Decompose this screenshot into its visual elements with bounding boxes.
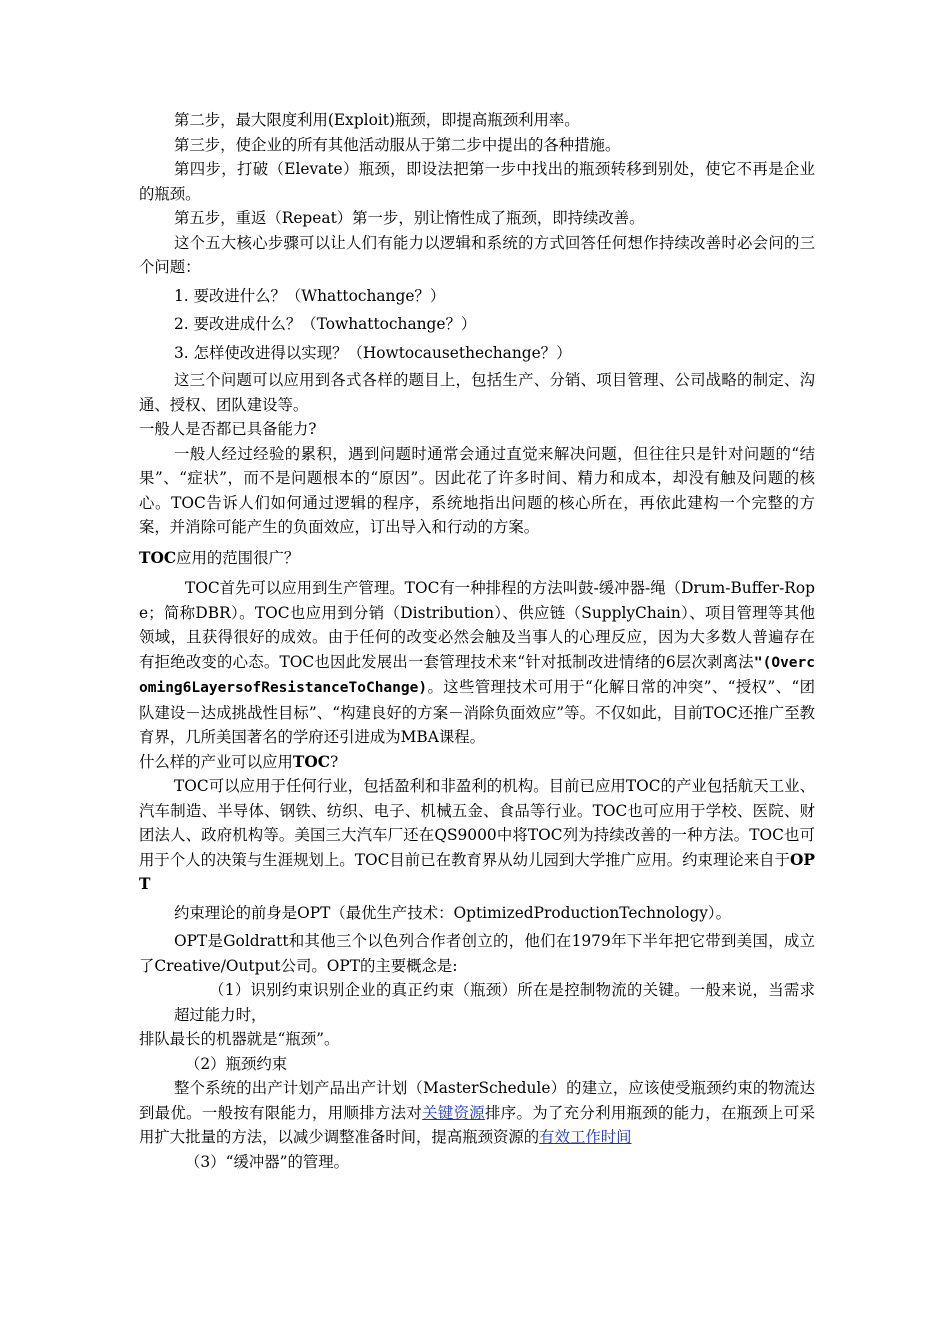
intro-paragraph: 这个五大核心步骤可以让人们有能力以逻辑和系统的方式回答任何想作持续改善时必会问的三个问题： — [139, 233, 815, 276]
scope-mono-text: "(Overcoming6LayersofResistanceToChange) — [139, 654, 815, 696]
document-page — [139, 108, 815, 1174]
industry-opt: OPT — [139, 850, 815, 893]
concept-2-text-a: 整个系统的出产计划产品出产计划（MasterSchedule）的建立，应该使受瓶颈约束的物流达到最优。一般按有限能力，用顺排方法对 — [139, 1079, 815, 1122]
concept-2-text-b: 排序。为了充分利用瓶颈的能力，在瓶颈上可采用扩大批量的方法，以减少调整准备时间，提高瓶颈资源的 — [139, 1103, 815, 1146]
effective-work-time-link[interactable]: 有效工作时间 — [539, 1128, 632, 1146]
heading-industry — [139, 750, 815, 775]
concept-2-paragraph — [139, 1076, 815, 1150]
opt-paragraph-2: OPT是Goldratt和其他三个以色列合作者创立的，他们在1979年下半年把它带到美国，成立了Creative/Output公司。OPT的主要概念是: — [139, 932, 815, 975]
apply-paragraph: 这三个问题可以应用到各式各样的题目上，包括生产、分销、项目管理、公司战略的制定、沟通、授权、团队建设等。 — [139, 371, 815, 414]
heading-industry-a: 什么样的产业可以应用 — [139, 752, 293, 771]
heading-scope-toc: TOC — [139, 548, 177, 567]
heading-industry-c: ? — [330, 752, 339, 771]
scope-paragraph — [139, 576, 815, 750]
opt-paragraph-1: 约束理论的前身是OPT（最优生产技术：OptimizedProductionTechnology）。 — [174, 903, 732, 922]
scope-text-b: 。这些管理技术可用于“化解日常的冲突”、“授权”、“团队建设－达成挑战性目标”、“构建良好的方案－消除负面效应”等。不仅如此，目前TOC还推广至教育界，几所美国著名的学府还引进成为MBA课程。 — [139, 678, 815, 746]
step-three: 第三步，使企业的所有其他活动服从于第二步中提出的各种措施。 — [174, 135, 621, 154]
heading-scope — [139, 546, 815, 571]
industry-text: TOC可以应用于任何行业，包括盈利和非盈利的机构。目前已应用TOC的产业包括航天工业、汽车制造、半导体、钢铁、纺织、电子、机械五金、食品等行业。TOC也可应用于学校、医院、财团法人、政府机构等。美国三大汽车厂还在QS9000中将TOC列为持续改善的一种方法。TOC也可用于个人的决策与生涯规划上。TOC目前已在教育界从幼儿园到大学推广应用。约束理论来自于 — [139, 777, 815, 869]
scope-text-a: TOC首先可以应用到生产管理。TOC有一种排程的方法叫鼓-缓冲器-绳（Drum-Buffer-Rope；简称DBR）。TOC也应用到分销（Distribution）、供应链（SupplyChain）、项目管理等其他领域，且获得很好的成效。由于任何的改变必然会触及当事人的心理反应，因为大多数人普遍存在有拒绝改变的心态。TOC也因此发展出一套管理技术来“针对抵制改进情绪的6层次剥离法 — [139, 579, 815, 671]
heading-industry-toc: TOC — [292, 752, 331, 771]
concept-1a: （1）识别约束识别企业的真正约束（瓶颈）所在是控制物流的关键。一般来说，当需求超过能力时， — [174, 981, 815, 1024]
question-3: 3. 怎样使改进得以实现？（Howtocausethechange？） — [174, 343, 572, 362]
concept-3-heading: （3）“缓冲器”的管理。 — [185, 1152, 350, 1171]
step-five: 第五步，重返（Repeat）第一步，别让惰性成了瓶颈，即持续改善。 — [174, 209, 645, 227]
ability-paragraph: 一般人经过经验的累积，遇到问题时通常会通过直觉来解决问题，但往往只是针对问题的“结果”、“症状”，而不是问题根本的“原因”。因此花了许多时间、精力和成本，却没有触及问题的核心。TOC告诉人们如何通过逻辑的程序，系统地指出问题的核心所在，再依此建构一个完整的方案，并消除可能产生的负面效应，订出导入和行动的方案。 — [139, 444, 815, 536]
step-four: 第四步，打破（Elevate）瓶颈，即设法把第一步中找出的瓶颈转移到别处，使它不再是企业的瓶颈。 — [139, 160, 815, 203]
question-1: 1. 要改进什么？（Whattochange？） — [174, 286, 446, 305]
step-two: 第二步，最大限度利用(Exploit)瓶颈，即提高瓶颈利用率。 — [174, 111, 580, 129]
question-2: 2. 要改进成什么？（Towhattochange？） — [174, 315, 477, 333]
concept-1b: 排队最长的机器就是“瓶颈”。 — [139, 1030, 340, 1048]
heading-scope-text: 应用的范围很广？ — [176, 548, 300, 567]
key-resources-link[interactable]: 关键资源 — [422, 1103, 486, 1122]
concept-2-heading: （2）瓶颈约束 — [185, 1054, 288, 1073]
industry-paragraph — [139, 774, 815, 897]
heading-ability: 一般人是否都已具备能力? — [139, 420, 317, 438]
